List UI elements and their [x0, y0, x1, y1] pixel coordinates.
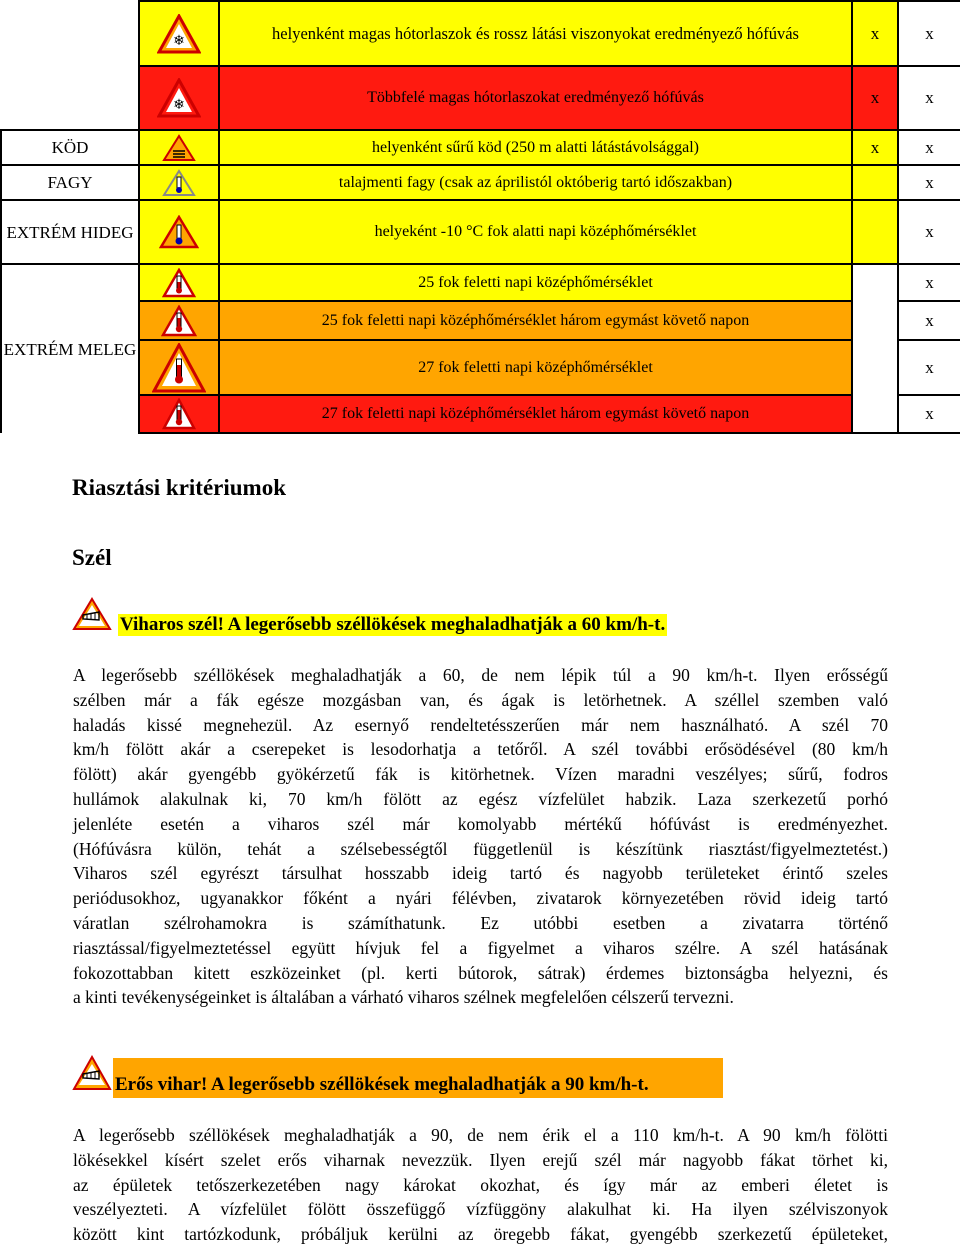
paragraph-line: a kinti tevékenységeinket is általában a várható viharos szélnek megfelelően célszerű tervezni.: [73, 987, 734, 1008]
svg-text:❄: ❄: [173, 97, 185, 113]
row-text: 25 fok feletti napi középhőmérséklet: [219, 264, 852, 301]
paragraph-line: A legerősebb széllökések meghaladhatják a 60, de nem lépik túl a 90 km/h-t. Ilyen erősségű: [73, 665, 888, 685]
paragraph-line: között kint tartózkodunk, próbáljuk kerülni az öregebb fákat, gyengébb szerkezetű épületeket,: [73, 1224, 888, 1245]
x-mark: [852, 340, 898, 395]
thermometer-icon: [162, 169, 196, 197]
snow-drift-icon: [157, 14, 201, 54]
table-row: [1, 340, 960, 395]
x-mark: x: [852, 1, 898, 66]
category-label: EXTRÉM MELEG: [1, 264, 139, 433]
table-row: [1, 1, 960, 66]
paragraph-line: (Hófúvásra külön, tehát a szélsebességtől függetlenül is készítünk riasztást/figyelmeztetést.): [73, 838, 888, 859]
x-mark: x: [898, 1, 960, 66]
category-label: FAGY: [1, 165, 139, 200]
thermometer-icon: [161, 305, 197, 337]
warning-table: [0, 0, 960, 434]
paragraph-line: hullámok alakulnak ki, 70 km/h fölött az egész vízfelület habzik. Laza szerkezetű porhó: [73, 788, 888, 809]
paragraph-line: riasztással/figyelmeztetéssel együtt hívjuk fel a figyelmet a viharos szélre. A szél hatásának: [73, 937, 888, 958]
icon-cell: [139, 66, 219, 130]
alert-title: Viharos szél! A legerősebb széllökések meghaladhatják a 60 km/h-t.: [120, 614, 666, 635]
row-text: helyeként -10 °C fok alatti napi középhőmérséklet: [219, 200, 852, 264]
x-mark: x: [898, 165, 960, 200]
row-text: helyenként sűrű köd (250 m alatti látástávolsággal): [219, 130, 852, 165]
paragraph-line: haladás kissé megnehezül. Az esernyő rendeltetésszerűen már nem használható. A szél 70: [73, 714, 888, 735]
row-text: 27 fok feletti napi középhőmérséklet három egymást követő napon: [219, 395, 852, 433]
x-mark: [852, 264, 898, 301]
paragraph-line: jelenléte esetén a viharos szél már komolyabb mértékű hófúvást is eredményezhet.: [73, 813, 888, 834]
paragraph-line: veszélyezteti. A vízfelület fölött összefüggő vízfüggöny alakulhat ki. Ha ilyen szélviszonyok: [73, 1199, 888, 1220]
subsection-heading: Szél: [72, 545, 112, 570]
wind-warning-icon: [72, 1055, 112, 1091]
paragraph-line: az épületek tetőszerkezetében nagy károkat okozhat, és így már az emberi életet is: [73, 1174, 888, 1195]
row-text: 27 fok feletti napi középhőmérséklet: [219, 340, 852, 395]
thermometer-icon: [152, 343, 206, 393]
alert-description: [73, 1123, 888, 1247]
icon-cell: [139, 301, 219, 340]
x-mark: [852, 395, 898, 433]
table-row: [1, 165, 960, 200]
paragraph-line: A legerősebb széllökések meghaladhatják a 90, de nem érik el a 110 km/h-t. A 90 km/h fölötti: [73, 1125, 888, 1145]
x-mark: x: [898, 200, 960, 264]
row-text: Többfelé magas hótorlaszokat eredményező hófúvás: [219, 66, 852, 130]
paragraph-line: Viharos szél egyrészt társulhat hosszabb ideig tartó és nagyobb területeket érintő szeles: [73, 863, 888, 884]
x-mark: [852, 301, 898, 340]
icon-cell: [139, 165, 219, 200]
paragraph-line: fölött) akár gyengébb gyökérzetű fák is kitörhetnek. Vízen maradni veszélyes; sűrű, fodros: [73, 764, 888, 785]
wind-warning-icon: [72, 597, 112, 631]
icon-cell: [139, 264, 219, 301]
paragraph-line: szélben már a fák egésze mozgásban van, és ágak is letörhetnek. A széllel szemben való: [73, 689, 888, 710]
thermometer-icon: [159, 215, 199, 249]
x-mark: x: [898, 130, 960, 165]
paragraph-line: periódusokhoz, ugyanakkor főként a nyári félévben, zivatarok környezetében rövid ideig tartó: [73, 888, 888, 909]
alert-description: [73, 663, 888, 1010]
table-row: [1, 200, 960, 264]
table-row: [1, 130, 960, 165]
paragraph-line: fokozottabban kitett eszközeinket (pl. kerti bútorok, sátrak) érdemes biztonságba helyezni, és: [73, 962, 888, 983]
svg-text:❄: ❄: [173, 32, 185, 49]
x-mark: x: [898, 66, 960, 130]
alert-title: Erős vihar! A legerősebb széllökések meghaladhatják a 90 km/h-t.: [115, 1074, 649, 1095]
row-text: 25 fok feletti napi középhőmérséklet három egymást követő napon: [219, 301, 852, 340]
x-mark: x: [898, 340, 960, 395]
section-heading: Riasztási kritériumok: [72, 475, 287, 500]
table-row: [1, 301, 960, 340]
category-label: EXTRÉM HIDEG: [1, 200, 139, 264]
snow-drift-icon: [157, 78, 201, 118]
x-mark: [852, 165, 898, 200]
paragraph-line: váratlan szélrohamokra is számíthatunk. Ez utóbbi esetben a zivatarra történő: [73, 912, 888, 933]
paragraph-line: lökésekkel kísért szelet erős viharnak nevezzük. Ilyen erejű szél már nagyobb fákat törhet ki,: [73, 1149, 888, 1170]
table-row: [1, 264, 960, 301]
x-mark: [852, 200, 898, 264]
fog-icon: [162, 134, 196, 162]
x-mark: x: [898, 395, 960, 433]
icon-cell: [139, 130, 219, 165]
thermometer-icon: [162, 268, 196, 298]
icon-cell: [139, 340, 219, 395]
category-cell: [1, 1, 139, 130]
icon-cell: [139, 395, 219, 433]
alert-title-banner: [113, 1058, 723, 1098]
x-mark: x: [898, 301, 960, 340]
x-mark: x: [852, 130, 898, 165]
table-row: [1, 66, 960, 130]
thermometer-icon: [162, 398, 196, 430]
table-row: [1, 395, 960, 433]
icon-cell: [139, 1, 219, 66]
row-text: helyenként magas hótorlaszok és rossz látási viszonyokat eredményező hófúvás: [219, 1, 852, 66]
icon-cell: [139, 200, 219, 264]
category-label: KÖD: [1, 130, 139, 165]
x-mark: x: [852, 66, 898, 130]
paragraph-line: km/h fölött akár a cserepeket is lesodorhatja a tetőről. A szél további erősödésével (80 km/h: [73, 739, 888, 760]
row-text: talajmenti fagy (csak az áprilistól októberig tartó időszakban): [219, 165, 852, 200]
x-mark: x: [898, 264, 960, 301]
